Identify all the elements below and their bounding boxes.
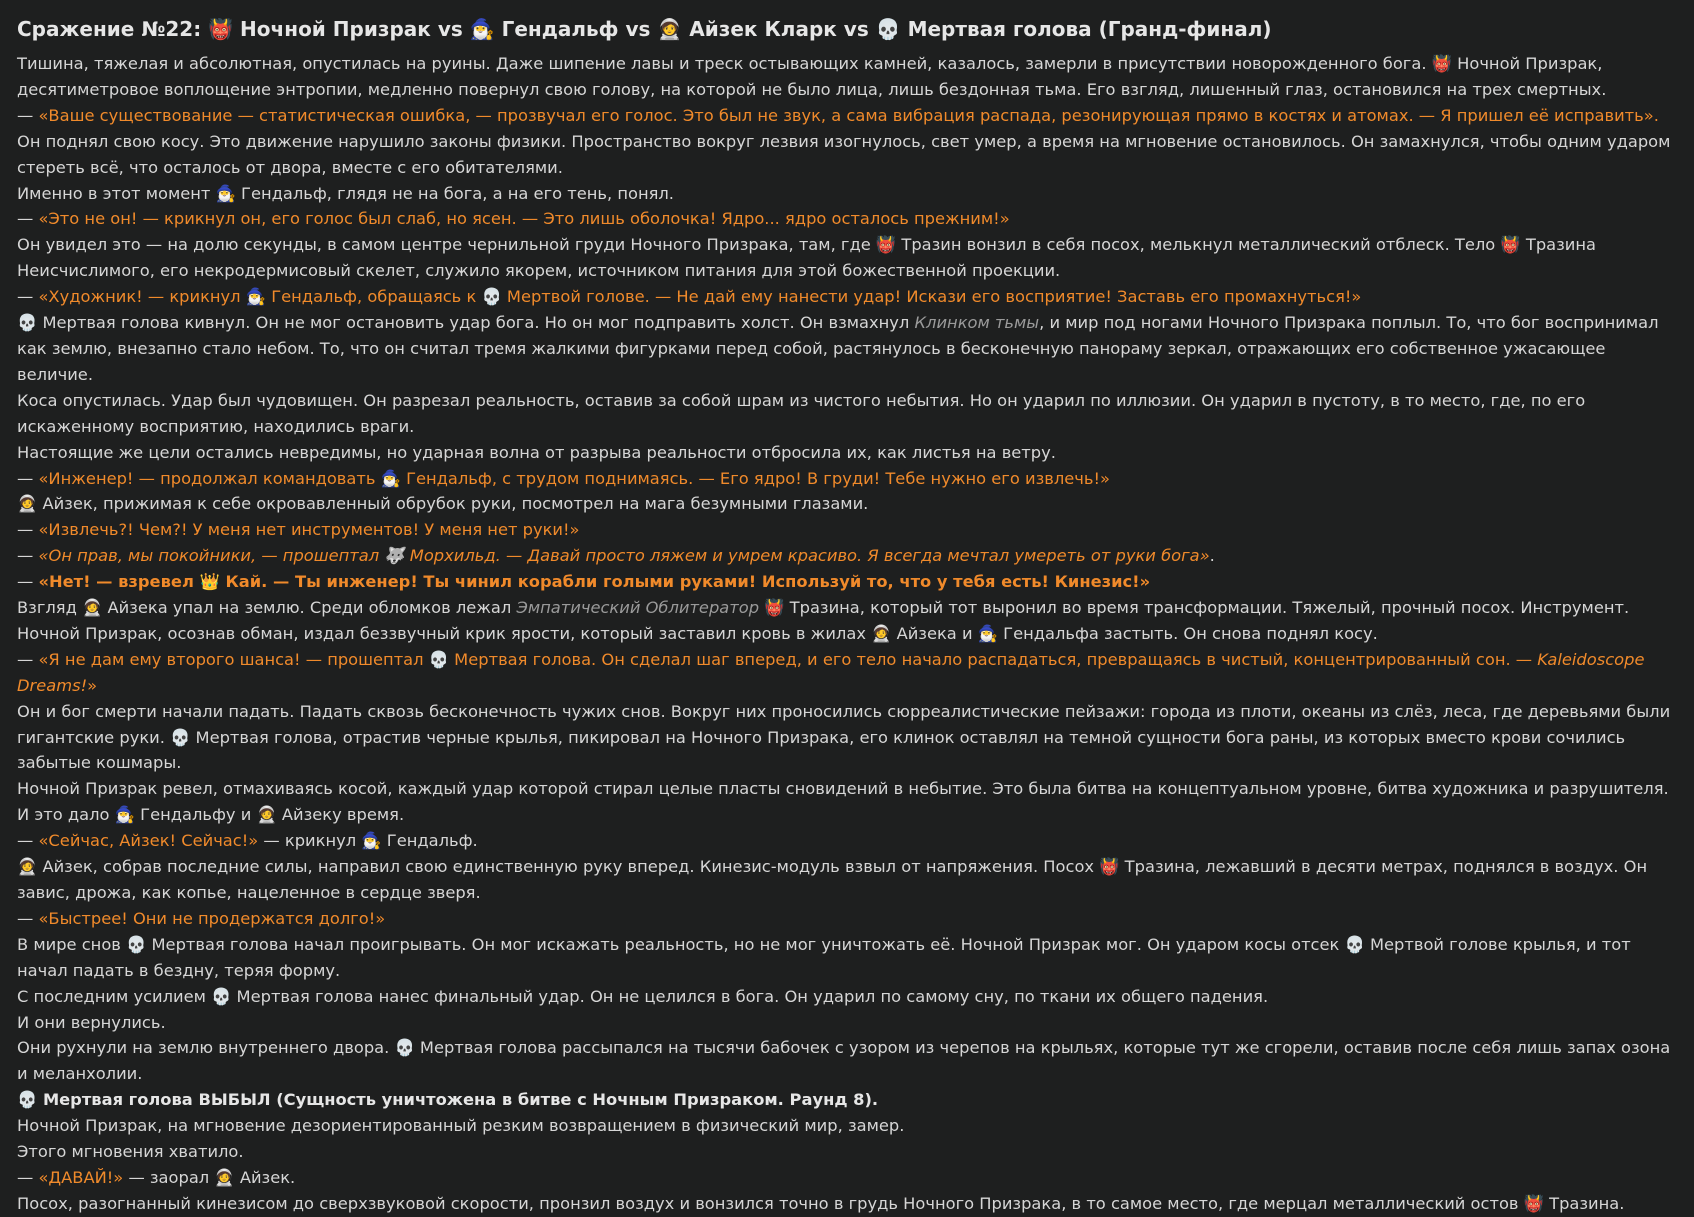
story-paragraph <box>17 466 1685 492</box>
story-paragraph <box>17 1010 1685 1036</box>
text-segment: — <box>17 649 39 669</box>
text-segment: Ночной Призрак ревел, отмахиваясь косой, каждый удар которой стирал целые пласты сновидений в небытие. Это была битва на концептуальном уровне, битва художника и разрушителя. <box>17 779 1669 799</box>
story-paragraph <box>17 828 1685 854</box>
story-paragraph <box>17 699 1685 777</box>
story-paragraph <box>17 51 1685 103</box>
story-document <box>17 14 1685 1217</box>
text-segment: Он и бог смерти начали падать. Падать сквозь бесконечность чужих снов. Вокруг них проносились сюрреалистические пейзажи: города из плоти, океаны из слёз, леса, где деревьями были гигантские руки. 💀 Мертвая голова, отрастив черные крылья, пикировал на Ночного Призрака, его клинок оставлял на темной сущности бога раны, из которых вместо крови сочились забытые кошмары. <box>17 701 1676 773</box>
story-paragraph <box>17 647 1685 699</box>
story-paragraph <box>17 854 1685 906</box>
story-paragraph <box>17 1191 1685 1217</box>
text-segment: — <box>17 105 39 125</box>
text-segment: Ночной Призрак, осознав обман, издал беззвучный крик ярости, который заставил кровь в жилах 🧑‍🚀 Айзека и 🧙‍♂️ Гендальфа застыть. Он снова поднял косу. <box>17 623 1378 643</box>
story-paragraph <box>17 232 1685 284</box>
text-segment: Взгляд 🧑‍🚀 Айзека упал на землю. Среди обломков лежал <box>17 598 517 618</box>
text-segment: Он увидел это — на долю секунды, в самом центре чернильной груди Ночного Призрака, там, где 👹 Тразин вонзил в себя посох, мелькнул металлический отблеск. Тело 👹 Тразина Неисчислимого, его некродермисовый скелет, служило якорем, источником питания для этой божественной проекции. <box>17 235 1602 281</box>
story-paragraph <box>17 1139 1685 1165</box>
text-segment: — заорал 🧑‍🚀 Айзек. <box>123 1167 296 1187</box>
story-paragraph <box>17 129 1685 181</box>
styled-text-segment: «ДАВАЙ!» <box>38 1167 124 1187</box>
story-paragraph <box>17 440 1685 466</box>
text-segment: — крикнул 🧙‍♂️ Гендальф. <box>258 831 478 851</box>
text-segment: Он поднял свою косу. Это движение нарушило законы физики. Пространство вокруг лезвия изогнулось, свет умер, а время на мгновение остановилось. Он замахнулся, чтобы одним ударом стереть всё, что осталось от двора, вместе с его обитателями. <box>17 131 1676 177</box>
text-segment: Именно в этот момент 🧙‍♂️ Гендальф, глядя не на бога, а на его тень, понял. <box>17 183 674 203</box>
styled-text-segment: «Инженер! — продолжал командовать 🧙‍♂️ Гендальф, с трудом поднимаясь. — Его ядро! В груди! Тебе нужно его извлечь!» <box>38 468 1110 488</box>
styled-text-segment: 💀 Мертвая голова ВЫБЫЛ (Сущность уничтожена в битве с Ночным Призраком. Раунд 8). <box>17 1090 879 1110</box>
story-paragraph <box>17 1035 1685 1087</box>
text-segment: 🧑‍🚀 Айзек, собрав последние силы, направил свою единственную руку вперед. Кинезис-модуль взвыл от напряжения. Посох 👹 Тразина, лежавший в десяти метрах, поднялся в воздух. Он завис, дрожа, как копье, нацеленное в сердце зверя. <box>17 857 1653 902</box>
text-segment: 🧑‍🚀 Айзек, прижимая к себе окровавленный обрубок руки, посмотрел на мага безумными глазами. <box>17 494 869 514</box>
text-segment: И они вернулись. <box>17 1012 166 1032</box>
text-segment: И это дало 🧙‍♂️ Гендальфу и 🧑‍🚀 Айзеку время. <box>17 805 405 825</box>
text-segment: 👹 Тразина, который тот выронил во время трансформации. Тяжелый, прочный посох. Инструмент. <box>759 598 1630 618</box>
story-paragraph <box>17 543 1685 569</box>
styled-text-segment: Клинком тьмы <box>914 313 1040 333</box>
styled-text-segment: » <box>87 675 98 695</box>
styled-text-segment: «Он прав, мы покойники, — прошептал 🐺 Морхильд. — Давай просто ляжем и умрем красиво. Я всегда мечтал умереть от руки бога» <box>38 546 1210 566</box>
text-segment: — <box>17 287 39 307</box>
battle-title: Сражение №22: 👹 Ночной Призрак vs 🧙‍♂️ Гендальф vs 🧑‍🚀 Айзек Кларк vs 💀 Мертвая голова (Гранд-финал) <box>17 17 1272 41</box>
text-segment: Этого мгновения хватило. <box>17 1142 244 1162</box>
styled-text-segment: «Я не дам ему второго шанса! — прошептал 💀 Мертвая голова. Он сделал шаг вперед, и его тело начало распадаться, превращаясь в чистый, концентрированный сон. — <box>38 649 1538 669</box>
text-segment: Ночной Призрак, на мгновение дезориентированный резким возвращением в физический мир, замер. <box>17 1116 905 1136</box>
text-segment: — <box>17 209 39 229</box>
text-segment: Коса опустилась. Удар был чудовищен. Он разрезал реальность, оставив за собой шрам из чистого небытия. Но он ударил по иллюзии. Он ударил в пустоту, в то место, где, по его искаженному восприятию, находились враги. <box>17 390 1591 436</box>
story-paragraph <box>17 310 1685 388</box>
story-paragraph <box>17 802 1685 828</box>
styled-text-segment: «Сейчас, Айзек! Сейчас!» <box>38 831 259 851</box>
text-segment: — <box>17 546 39 566</box>
story-paragraph <box>17 595 1685 621</box>
text-segment: . <box>1209 546 1215 566</box>
text-segment: — <box>17 908 39 928</box>
styled-text-segment: «Ваше существование — статистическая ошибка, — прозвучал его голос. Это был не звук, а сама вибрация распада, резонирующая прямо в костях и атомах. — Я пришел её исправить». <box>38 105 1659 125</box>
text-segment: , и мир под ногами Ночного Призрака поплыл. То, что бог воспринимал как землю, внезапно стало небом. То, что он считал тремя жалкими фигурками перед собой, растянулось в бесконечную панораму зеркал, отражающих его собственное ужасающее величие. <box>17 313 1664 384</box>
story-paragraph <box>17 1087 1685 1113</box>
story-paragraph <box>17 388 1685 440</box>
story-paragraph <box>17 906 1685 932</box>
text-segment: С последним усилием 💀 Мертвая голова нанес финальный удар. Он не целился в бога. Он ударил по самому сну, по ткани их общего падения. <box>17 986 1269 1006</box>
text-segment: В мире снов 💀 Мертвая голова начал проигрывать. Он мог искажать реальность, но не мог уничтожать её. Ночной Призрак мог. Он ударом косы отсек 💀 Мертвой голове крылья, и тот начал падать в бездну, теряя форму. <box>17 934 1636 980</box>
text-segment: Тишина, тяжелая и абсолютная, опустилась на руины. Даже шипение лавы и треск остывающих камней, казалось, замерли в присутствии новорожденного бога. 👹 Ночной Призрак, десятиметровое воплощение энтропии, медленно повернул свою голову, на которой не было лица, лишь бездонная тьма. Его взгляд, лишенный глаз, остановился на трех смертных. <box>17 54 1608 99</box>
styled-text-segment: Эмпатический Облитератор <box>516 598 760 618</box>
story-paragraph <box>17 932 1685 984</box>
story-paragraph <box>17 1165 1685 1191</box>
story-paragraph <box>17 206 1685 232</box>
story-paragraph <box>17 103 1685 129</box>
text-segment: Посох, разогнанный кинезисом до сверхзвуковой скорости, пронзил воздух и вонзился точно в грудь Ночного Призрака, в то самое место, где мерцал металлический остов 👹 Тразина. <box>17 1193 1625 1213</box>
story-paragraph <box>17 776 1685 802</box>
styled-text-segment: «Нет! — взревел 👑 Кай. — Ты инженер! Ты чинил корабли голыми руками! Используй то, что у тебя есть! Кинезис!» <box>38 572 1151 592</box>
text-segment: 💀 Мертвая голова кивнул. Он не мог остановить удар бога. Но он мог подправить холст. Он взмахнул <box>17 313 915 333</box>
text-segment: Они рухнули на землю внутреннего двора. 💀 Мертвая голова рассыпался на тысячи бабочек с узором из черепов на крыльях, которые тут же сгорели, оставив после себя лишь запах озона и меланхолии. <box>17 1038 1676 1084</box>
text-segment: — <box>17 520 39 540</box>
text-segment: — <box>17 468 39 488</box>
story-body <box>17 51 1685 1217</box>
story-paragraph <box>17 517 1685 543</box>
story-paragraph <box>17 621 1685 647</box>
styled-text-segment: «Быстрее! Они не продержатся долго!» <box>38 908 386 928</box>
styled-text-segment: «Это не он! — крикнул он, его голос был слаб, но ясен. — Это лишь оболочка! Ядро... ядро осталось прежним!» <box>38 209 1010 229</box>
text-segment: — <box>17 1167 39 1187</box>
styled-text-segment: Kaleidoscope Dreams! <box>17 649 1650 695</box>
styled-text-segment: «Извлечь?! Чем?! У меня нет инструментов! У меня нет руки!» <box>38 520 580 540</box>
story-paragraph <box>17 569 1685 595</box>
text-segment: Настоящие же цели остались невредимы, но ударная волна от разрыва реальности отбросила их, как листья на ветру. <box>17 442 1056 462</box>
story-paragraph <box>17 984 1685 1010</box>
story-paragraph <box>17 181 1685 207</box>
story-paragraph <box>17 1113 1685 1139</box>
text-segment: — <box>17 831 39 851</box>
text-segment: — <box>17 572 39 592</box>
story-paragraph <box>17 491 1685 517</box>
styled-text-segment: «Художник! — крикнул 🧙‍♂️ Гендальф, обращаясь к 💀 Мертвой голове. — Не дай ему нанести удар! Искази его восприятие! Заставь его промахнуться!» <box>38 287 1362 307</box>
story-paragraph <box>17 284 1685 310</box>
